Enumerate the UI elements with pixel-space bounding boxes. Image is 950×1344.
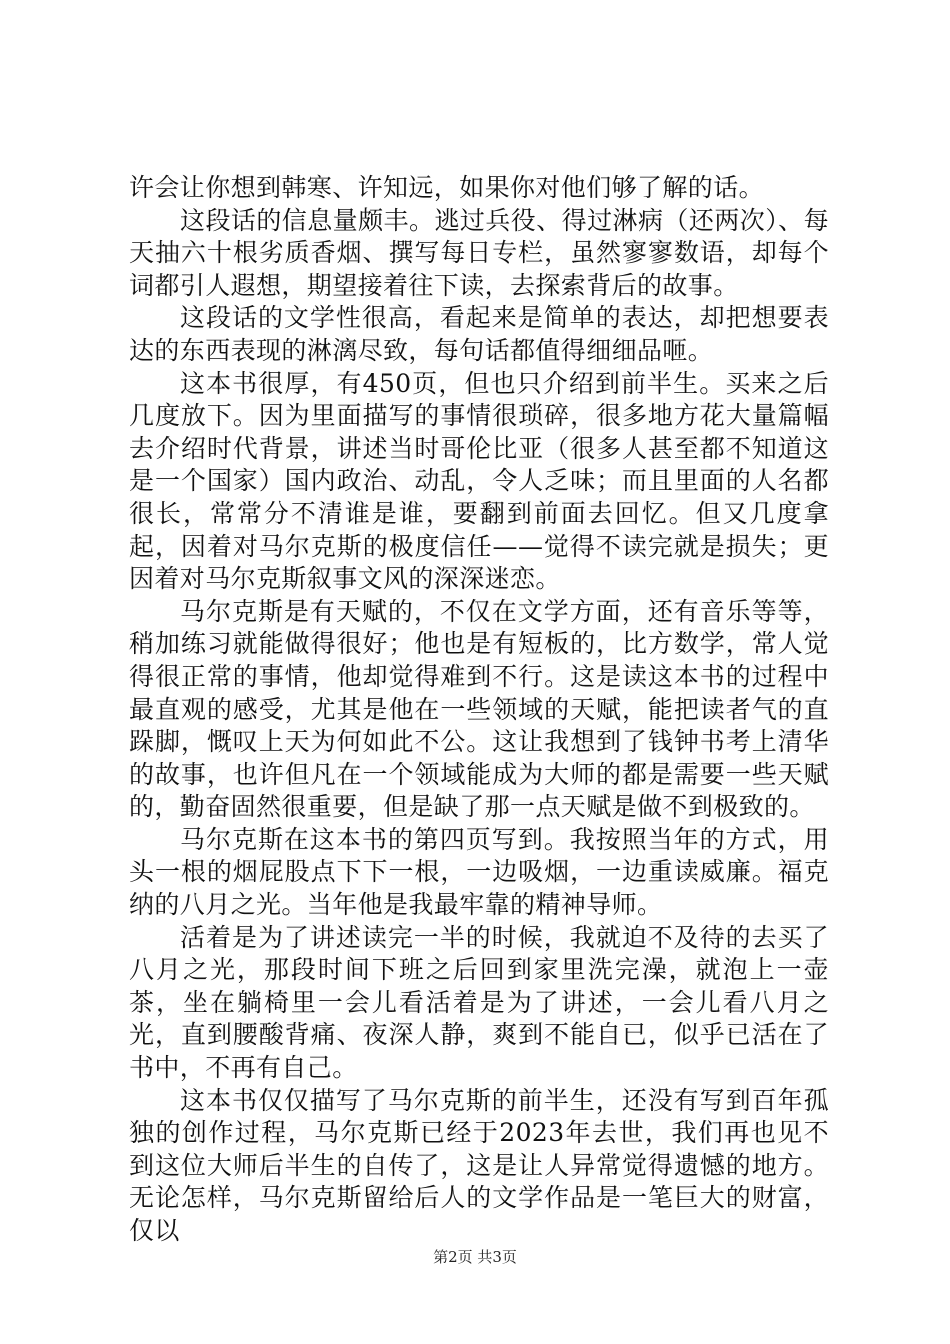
paragraph-5: 马尔克斯是有天赋的，不仅在文学方面，还有音乐等等，稍加练习就能做得很好；他也是有短板的，比方数学，常人觉得很正常的事情，他却觉得难到不行。这是读这本书的过程中最直观的感受，尤其是他在一些领域的天赋，能把读者气的直跺脚，慨叹上天为何如此不公。这让我想到了钱钟书考上清华的故事，也许但凡在一个领域能成为大师的都是需要一些天赋的，勤奋固然很重要，但是缺了那一点天赋是做不到极致的。 <box>129 596 829 822</box>
paragraph-2: 这段话的信息量颇丰。逃过兵役、得过淋病（还两次）、每天抽六十根劣质香烟、撰写每日专栏，虽然寥寥数语，却每个词都引人遐想，期望接着往下读，去探索背后的故事。 <box>129 205 829 300</box>
page-footer <box>0 1246 950 1267</box>
paragraph-3: 这段话的文学性很高，看起来是简单的表达，却把想要表达的东西表现的淋漓尽致，每句话都值得细细品咂。 <box>129 303 829 365</box>
document-body <box>129 172 829 1248</box>
paragraph-1: 许会让你想到韩寒、许知远，如果你对他们够了解的话。 <box>129 173 765 202</box>
paragraph-7: 活着是为了讲述读完一半的时候，我就迫不及待的去买了八月之光，那段时间下班之后回到家里洗完澡，就泡上一壶茶，坐在躺椅里一会儿看活着是为了讲述，一会儿看八月之光，直到腰酸背痛、夜深人静，爽到不能自已，似乎已活在了书中，不再有自己。 <box>129 922 829 1083</box>
paragraph-6: 马尔克斯在这本书的第四页写到。我按照当年的方式，用头一根的烟屁股点下下一根，一边吸烟，一边重读威廉。福克纳的八月之光。当年他是我最牢靠的精神导师。 <box>129 824 829 920</box>
paragraph-4: 这本书很厚，有450页，但也只介绍到前半生。买来之后几度放下。因为里面描写的事情很琐碎，很多地方花大量篇幅去介绍时代背景，讲述当时哥伦比亚（很多人甚至都不知道这是一个国家）国内政治、动乱，令人乏味；而且里面的人名都很长，常常分不清谁是谁，要翻到前面去回忆。但又几度拿起，因着对马尔克斯的极度信任——觉得不读完就是损失；更因着对马尔克斯叙事文风的深深迷恋。 <box>129 368 829 594</box>
page-number: 第2页 共3页 <box>433 1248 517 1266</box>
paragraph-8: 这本书仅仅描写了马尔克斯的前半生，还没有写到百年孤独的创作过程，马尔克斯已经于2023年去世，我们再也见不到这位大师后半生的自传了，这是让人异常觉得遗憾的地方。无论怎样，马尔克斯留给后人的文学作品是一笔巨大的财富，仅以 <box>129 1085 829 1245</box>
